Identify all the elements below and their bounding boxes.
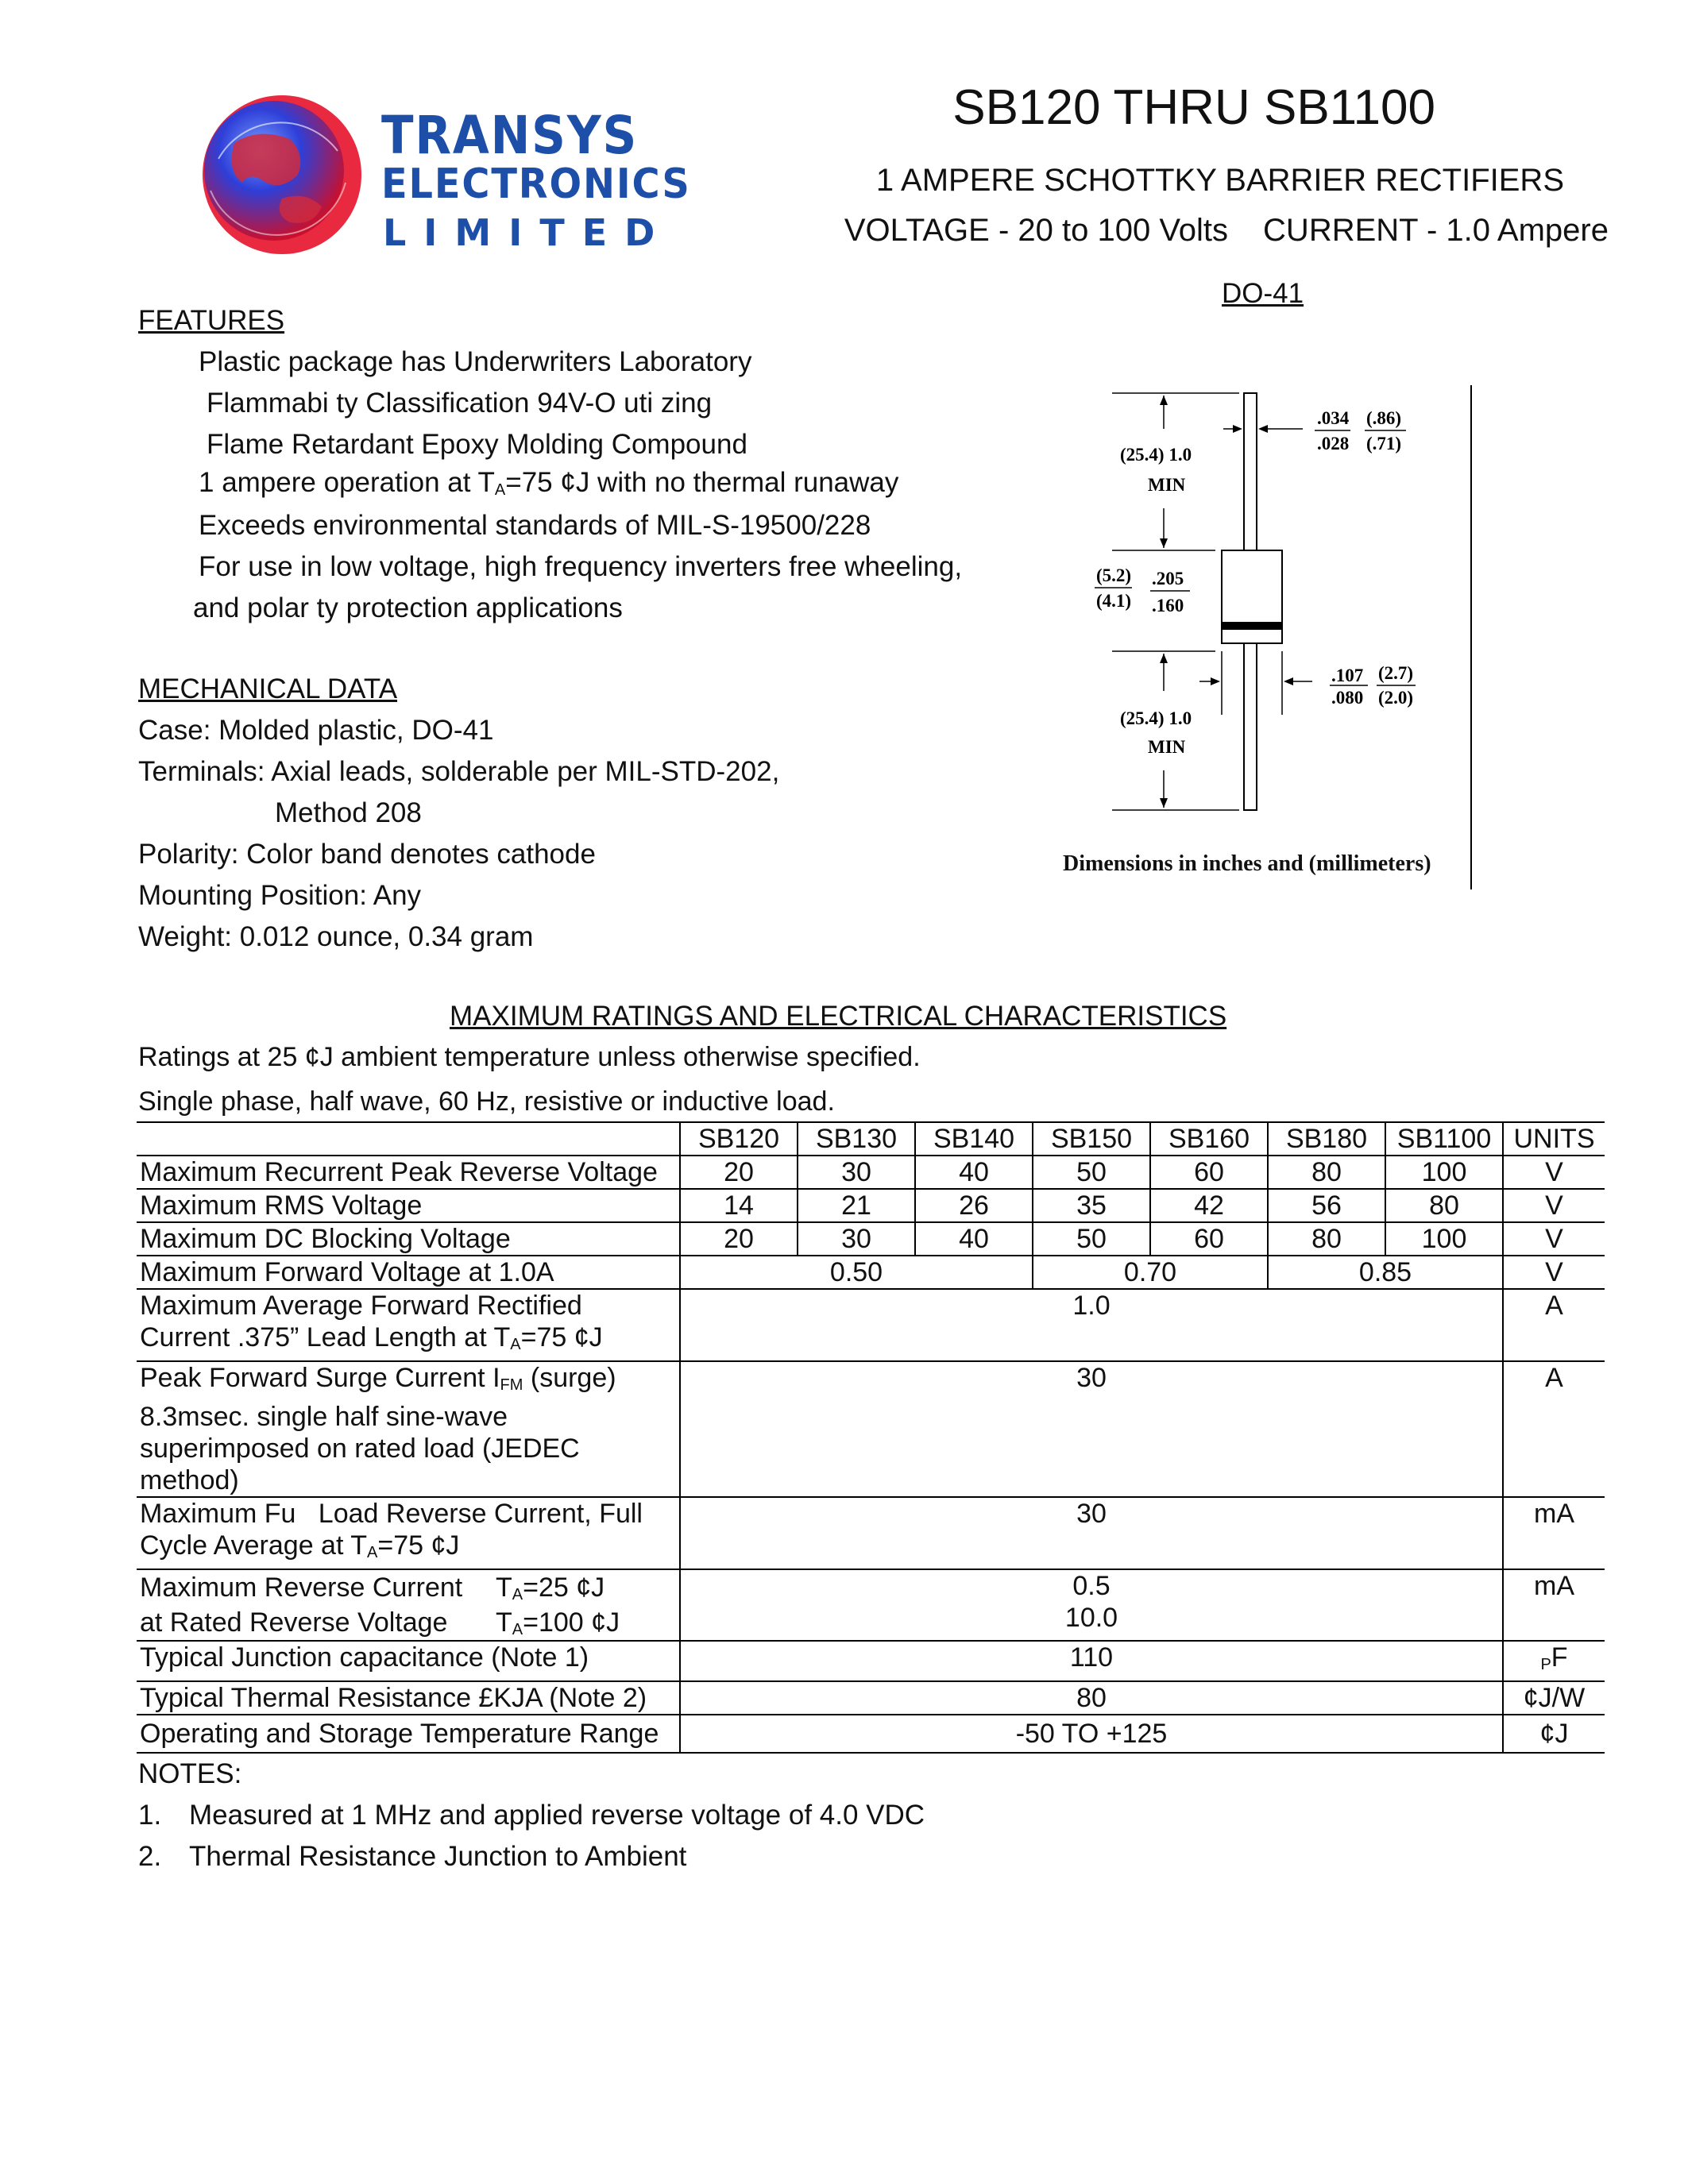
feature-line: Exceeds environmental standards of MIL-S-19500/228 [199, 510, 871, 541]
logo-line-limited: LIMITED [383, 211, 673, 254]
mechanical-line: Terminals: Axial leads, solderable per MIL-STD-202, [138, 756, 780, 787]
table-row [137, 1361, 1605, 1497]
unit-cell: ¢J [1503, 1715, 1605, 1753]
unit-cell: A [1503, 1289, 1605, 1361]
features-heading: FEATURES [138, 305, 285, 336]
unit-cell: mA [1503, 1569, 1605, 1641]
param-label: Maximum DC Blocking Voltage [137, 1222, 680, 1256]
table-row [137, 1641, 1605, 1681]
bottom-lead-length: (25.4) 1.0 [1120, 708, 1192, 728]
cell: 56 [1268, 1189, 1385, 1222]
table-row [137, 1569, 1605, 1641]
cell: 35 [1033, 1189, 1150, 1222]
cell: 50 [1033, 1222, 1150, 1256]
top-lead-length: (25.4) 1.0 [1120, 445, 1192, 465]
top-lead-min: MIN [1148, 475, 1186, 495]
cell: 20 [680, 1222, 798, 1256]
body-dia-in-min: .080 [1331, 688, 1364, 708]
col-header: SB120 [680, 1122, 798, 1156]
table-row [137, 1156, 1605, 1189]
param-label: Maximum Recurrent Peak Reverse Voltage [137, 1156, 680, 1189]
cell: 100 [1385, 1156, 1503, 1189]
table-row [137, 1189, 1605, 1222]
logo-line-transys: TRANSYS [381, 105, 639, 166]
ratings-note: Ratings at 25 ¢J ambient temperature unless otherwise specified. [138, 1042, 921, 1072]
bottom-lead [1244, 643, 1257, 810]
cell: 80 [1385, 1189, 1503, 1222]
cell: 42 [1150, 1189, 1268, 1222]
cell: 50 [1033, 1156, 1150, 1189]
table-row [137, 1715, 1605, 1753]
cell: 100 [1385, 1222, 1503, 1256]
cell: 0.85 [1268, 1256, 1503, 1289]
cell: 60 [1150, 1222, 1268, 1256]
cell: 0.5 10.0 [680, 1569, 1503, 1641]
cell: 0.70 [1033, 1256, 1268, 1289]
top-lead [1244, 393, 1257, 550]
param-label: Typical Junction capacitance (Note 1) [137, 1641, 680, 1681]
table-header-row [137, 1122, 1605, 1156]
lead-dia-in-min: .028 [1317, 434, 1350, 453]
param-label: Peak Forward Surge Current $I_{FM}$ (surge) 8.3msec. single half sine-wave superimposed on rated load (JEDEC method) [137, 1361, 680, 1497]
mechanical-heading: MECHANICAL DATA [138, 673, 398, 704]
feature-line: For use in low voltage, high frequency inverters free wheeling, [199, 551, 963, 582]
cell: 80 [1268, 1222, 1385, 1256]
note-item: 1. Measured at 1 MHz and applied reverse voltage of 4.0 VDC [138, 1800, 925, 1831]
cell: 60 [1150, 1156, 1268, 1189]
cell: 30 [798, 1156, 915, 1189]
col-header: SB150 [1033, 1122, 1150, 1156]
cell: 30 [798, 1222, 915, 1256]
unit-cell: V [1503, 1222, 1605, 1256]
feature-line: Flammabi ty Classification 94V-O uti zing [207, 388, 713, 419]
page-subtitle: 1 AMPERE SCHOTTKY BARRIER RECTIFIERS [875, 163, 1564, 198]
table-row [137, 1222, 1605, 1256]
cell: -50 TO +125 [680, 1715, 1503, 1753]
body-len-mm-max: (5.2) [1096, 565, 1132, 585]
table-row [137, 1497, 1605, 1569]
mechanical-line: Mounting Position: Any [138, 880, 422, 911]
body-len-in-max: .205 [1152, 569, 1184, 588]
cathode-band [1222, 622, 1282, 630]
body-len-in-min: .160 [1152, 596, 1184, 615]
unit-cell: A [1503, 1361, 1605, 1497]
unit-cell: $_P$F [1503, 1641, 1605, 1681]
package-label: DO-41 [1222, 278, 1304, 309]
ratings-note: Single phase, half wave, 60 Hz, resistive or inductive load. [138, 1086, 835, 1117]
ratings-heading: MAXIMUM RATINGS AND ELECTRICAL CHARACTERISTICS [450, 1001, 1227, 1032]
feature-line: and polar ty protection applications [193, 592, 623, 623]
unit-cell: V [1503, 1189, 1605, 1222]
unit-cell: V [1503, 1156, 1605, 1189]
logo-line-electronics: ELECTRONICS [381, 160, 691, 208]
cell: 1.0 [680, 1289, 1503, 1361]
cell: 80 [680, 1681, 1503, 1715]
notes-heading: NOTES: [138, 1758, 242, 1789]
mechanical-line: Weight: 0.012 ounce, 0.34 gram [138, 921, 534, 952]
col-header: SB140 [915, 1122, 1033, 1156]
dimension-caption: Dimensions in inches and (millimeters) [1063, 851, 1431, 876]
lead-dia-mm-max: (.86) [1366, 408, 1402, 428]
current-rating: CURRENT - 1.0 Ampere [1263, 213, 1609, 248]
unit-cell: V [1503, 1256, 1605, 1289]
mechanical-line: Polarity: Color band denotes cathode [138, 839, 596, 870]
body-dia-mm-max: (2.7) [1378, 663, 1414, 683]
feature-line: Flame Retardant Epoxy Molding Compound [207, 429, 747, 460]
voltage-current-line [844, 213, 1609, 249]
table-row [137, 1256, 1605, 1289]
voltage-rating: VOLTAGE - 20 to 100 Volts [844, 213, 1229, 248]
param-label: Maximum Fu Load Reverse Current, Full Cycle Average at $T_A=75$ ¢J [137, 1497, 680, 1569]
col-header: SB160 [1150, 1122, 1268, 1156]
feature-line: Plastic package has Underwriters Laboratory [199, 346, 752, 377]
ratings-table [137, 1121, 1605, 1754]
param-label: Maximum Reverse Current $T_A=25$ ¢J at Rated Reverse Voltage $T_A=100$ ¢J [137, 1569, 680, 1641]
cell: 14 [680, 1189, 798, 1222]
page-title: SB120 THRU SB1100 [952, 80, 1435, 135]
cell: 110 [680, 1641, 1503, 1681]
cell: 26 [915, 1189, 1033, 1222]
param-label: Maximum Average Forward Rectified Current .375” Lead Length at $T_A=75$ ¢J [137, 1289, 680, 1361]
col-header: SB1100 [1385, 1122, 1503, 1156]
body-dia-mm-min: (2.0) [1378, 688, 1414, 708]
body-len-mm-min: (4.1) [1096, 591, 1132, 611]
cell: 20 [680, 1156, 798, 1189]
col-header: SB130 [798, 1122, 915, 1156]
cell: 40 [915, 1156, 1033, 1189]
mechanical-line: Method 208 [275, 797, 422, 828]
param-label: Maximum RMS Voltage [137, 1189, 680, 1222]
lead-dia-in-max: .034 [1317, 408, 1350, 428]
table-row [137, 1681, 1605, 1715]
lead-dia-mm-min: (.71) [1366, 434, 1402, 453]
cell: 40 [915, 1222, 1033, 1256]
cell: 0.50 [680, 1256, 1033, 1289]
feature-line: 1 ampere operation at $T_A=75$ ¢J with no thermal runaway [199, 467, 899, 499]
param-label: Maximum Forward Voltage at 1.0A [137, 1256, 680, 1289]
unit-cell: ¢J/W [1503, 1681, 1605, 1715]
col-header: SB180 [1268, 1122, 1385, 1156]
cell: 30 [680, 1497, 1503, 1569]
table-row [137, 1289, 1605, 1361]
col-header: UNITS [1503, 1122, 1605, 1156]
unit-cell: mA [1503, 1497, 1605, 1569]
cell: 21 [798, 1189, 915, 1222]
param-label: Operating and Storage Temperature Range [137, 1715, 680, 1753]
do41-dimension-diagram [1056, 381, 1485, 897]
note-item: 2. Thermal Resistance Junction to Ambient [138, 1841, 687, 1872]
body-dia-in-max: .107 [1331, 666, 1364, 685]
mechanical-line: Case: Molded plastic, DO-41 [138, 715, 494, 746]
param-label: Typical Thermal Resistance £KJA (Note 2) [137, 1681, 680, 1715]
cell: 30 [680, 1361, 1503, 1497]
cell: 80 [1268, 1156, 1385, 1189]
bottom-lead-min: MIN [1148, 737, 1186, 757]
